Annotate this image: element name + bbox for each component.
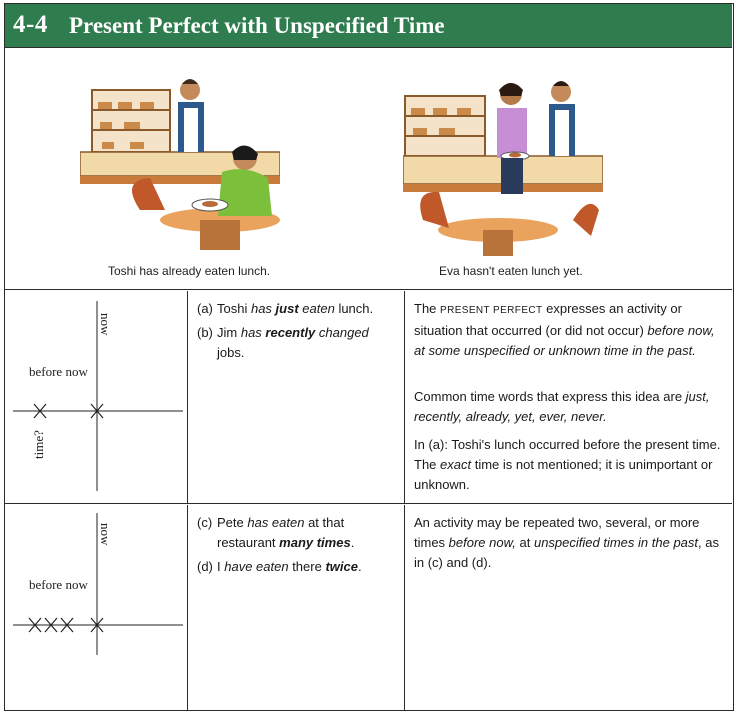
note-present-perfect: The PRESENT PERFECT expresses an activity or situation that occurred (or did not occur) before now, at some unspecified or unknown time in the past. [414, 301, 715, 358]
note-repeated-activity: An activity may be repeated two, several, or more times before now, at unspecified times in the past, as in (c) and (d). [414, 515, 719, 570]
examples-cell-2 [189, 505, 405, 711]
examples-cell-1 [189, 291, 405, 503]
explanation-row-1 [5, 291, 732, 504]
illustration-panel [5, 48, 732, 290]
now-label: now [98, 313, 113, 336]
illustration-caption-2: Eva hasn't eaten lunch yet. [439, 264, 583, 278]
toshi-eating-illustration [80, 60, 280, 260]
section-title: Present Perfect with Unspecified Time [69, 13, 445, 38]
example-b: (b) Jim has recently changed jobs. [197, 325, 369, 360]
now-label: now [98, 523, 113, 546]
example-c: (c) Pete has eaten at that restaurant many times. [197, 515, 355, 550]
timeline-diagram-2 [5, 505, 188, 711]
section-number: 4-4 [13, 11, 48, 38]
before-now-label: before now [29, 577, 88, 592]
eva-illustration [403, 60, 603, 260]
illustration-caption-1: Toshi has already eaten lunch. [108, 264, 271, 278]
notes-cell-1 [406, 291, 732, 503]
notes-cell-2 [406, 505, 732, 711]
timeline-diagram-1 [5, 291, 188, 503]
before-now-label: before now [29, 364, 88, 379]
note-example-a: In (a): Toshi's lunch occurred before the present time. The exact time is not mentioned; it is unimportant or unknown. [414, 437, 721, 492]
note-time-words: Common time words that express this idea are just, recently, already, yet, ever, never. [414, 389, 710, 424]
example-a: (a) Toshi has just eaten lunch. [197, 301, 374, 316]
explanation-row-2 [5, 505, 732, 711]
example-d: (d) I have eaten there twice. [197, 559, 362, 574]
chart-header [5, 4, 732, 48]
grammar-chart [4, 3, 734, 711]
time-question-label: time? [31, 430, 46, 459]
